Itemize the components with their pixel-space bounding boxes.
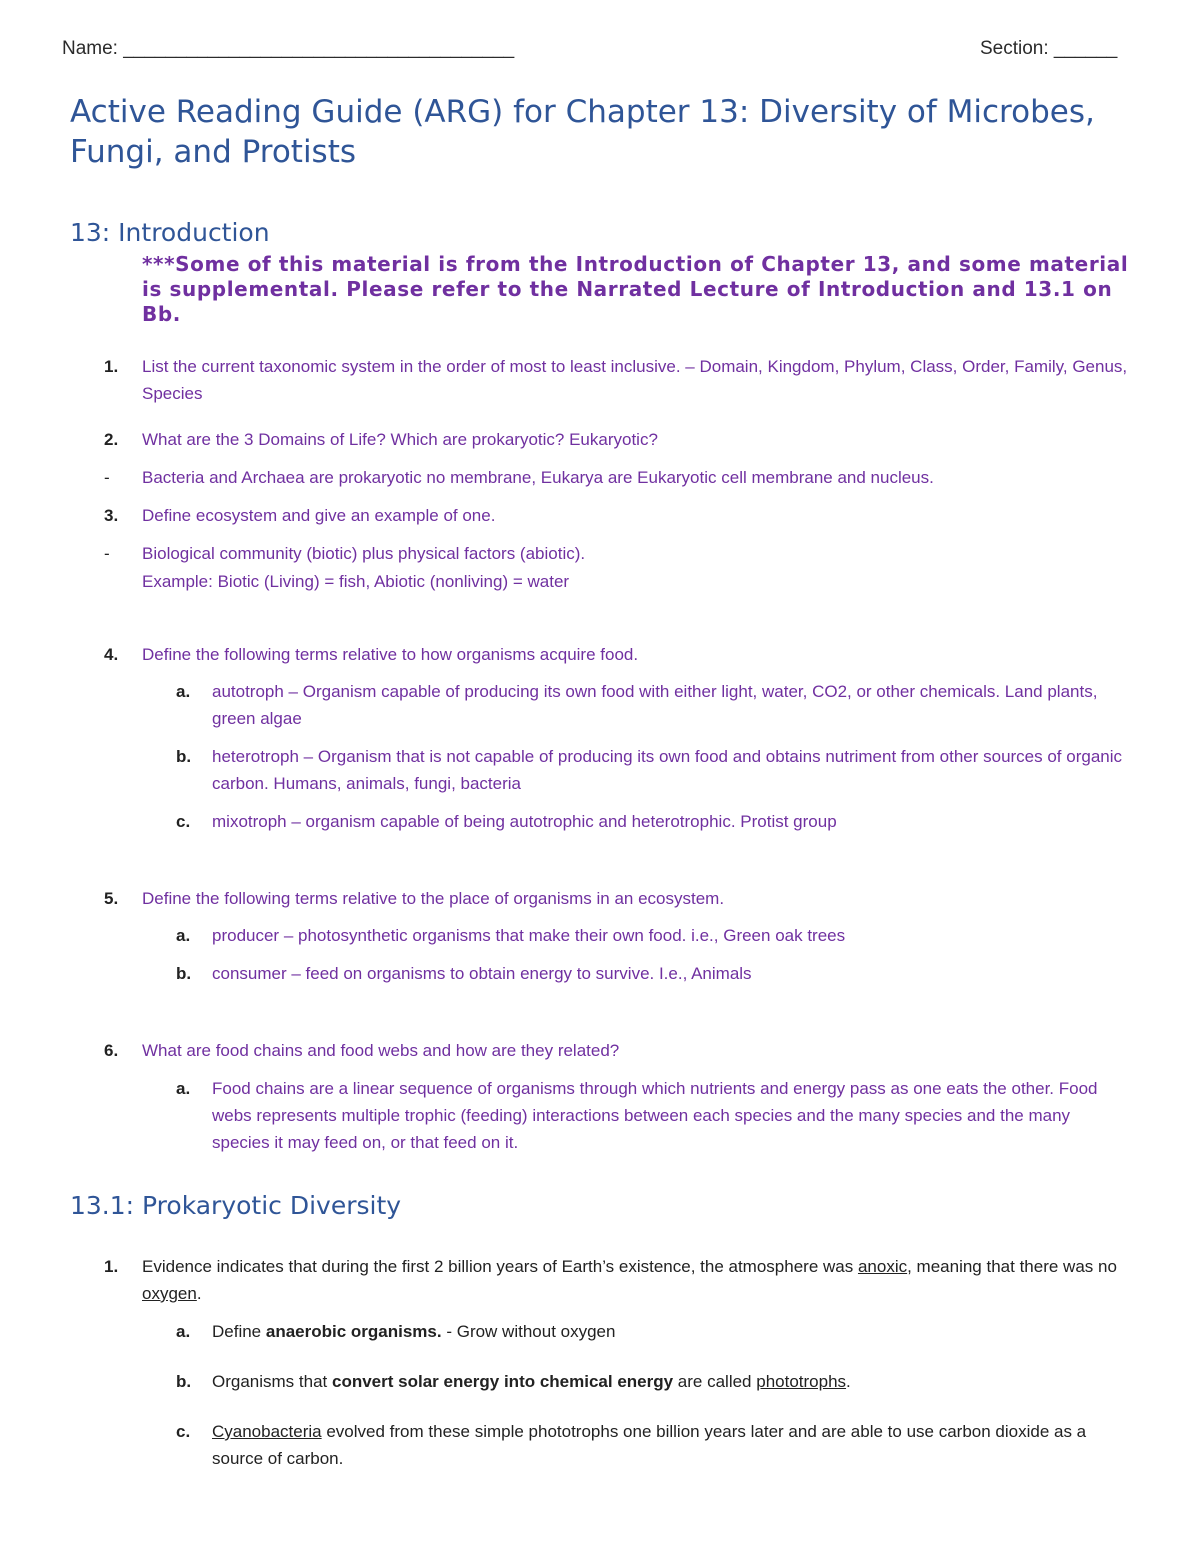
bold-term: convert solar energy into chemical energy: [332, 1372, 674, 1391]
answer-text-line-1: Biological community (biotic) plus physical factors (abiotic).: [142, 544, 586, 563]
sub-text: [212, 1318, 1132, 1345]
sub-letter: b.: [176, 1372, 192, 1391]
intro-note: ***Some of this material is from the Introduction of Chapter 13, and some material is supplemental. Please refer to the Narrated Lecture of Introduction and 13.1 on Bb.: [142, 252, 1129, 326]
answer-blank-anoxic: anoxic: [857, 1257, 908, 1276]
text-run: .: [196, 1284, 202, 1303]
text-run: Organisms that: [212, 1372, 332, 1391]
sub-letter: a.: [176, 1322, 191, 1341]
name-field-label: Name: _____________________________________: [62, 38, 515, 59]
text-run: are called: [673, 1372, 757, 1391]
sub-letter: a.: [176, 1079, 191, 1098]
question-text: [142, 1253, 1132, 1307]
text-run: Define: [212, 1322, 266, 1341]
text-run: evolved from these simple phototrophs one billion years later and are able to use carbon dioxide as a source of carbon.: [212, 1422, 1087, 1468]
question-number: 6.: [104, 1041, 119, 1060]
answer-blank-oxygen: oxygen: [142, 1284, 197, 1303]
question-number: 2.: [104, 430, 119, 449]
question-text: Define the following terms relative to the place of organisms in an ecosystem.: [142, 889, 725, 908]
sub-text: [212, 1368, 1132, 1395]
question-text: Define ecosystem and give an example of one.: [142, 506, 496, 525]
sub-text: autotroph – Organism capable of producing its own food with either light, water, CO2, or other chemicals. Land plants, green algae: [212, 682, 1098, 728]
section-field-label: Section: ______: [980, 38, 1118, 59]
sub-letter: b.: [176, 747, 192, 766]
answer-text: Bacteria and Archaea are prokaryotic no membrane, Eukarya are Eukaryotic cell membrane and nucleus.: [142, 468, 934, 487]
question-text: Define the following terms relative to how organisms acquire food.: [142, 645, 639, 664]
sub-text: mixotroph – organism capable of being autotrophic and heterotrophic. Protist group: [212, 812, 837, 831]
sub-letter: a.: [176, 682, 191, 701]
answer-text-line-2: Example: Biotic (Living) = fish, Abiotic (nonliving) = water: [142, 572, 570, 591]
sub-text: producer – photosynthetic organisms that make their own food. i.e., Green oak trees: [212, 926, 846, 945]
answer-dash: -: [104, 544, 110, 563]
question-number: 1.: [104, 357, 119, 376]
page-title: Active Reading Guide (ARG) for Chapter 13: Diversity of Microbes, Fungi, and Protists: [70, 94, 1095, 170]
bold-term: anaerobic organisms.: [265, 1322, 442, 1341]
sub-text: consumer – feed on organisms to obtain energy to survive. I.e., Animals: [212, 964, 752, 983]
text-run: - Grow without oxygen: [441, 1322, 616, 1341]
section-13-1-heading: 13.1: Prokaryotic Diversity: [70, 1191, 402, 1220]
sub-text: [212, 1418, 1132, 1472]
intro-heading: 13: Introduction: [70, 218, 270, 247]
question-number: 1.: [104, 1257, 119, 1276]
sub-letter: b.: [176, 964, 192, 983]
sub-text: Food chains are a linear sequence of organisms through which nutrients and energy pass as one eats the other. Food webs represents multiple trophic (feeding) interactions between each species and the many species and the many species it may feed on, or that feed on it.: [212, 1079, 1098, 1152]
text-run: Evidence indicates that during the first 2 billion years of Earth’s existence, the atmosphere was: [142, 1257, 858, 1276]
question-number: 4.: [104, 645, 119, 664]
text-run: , meaning that there was no: [907, 1257, 1117, 1276]
question-number: 3.: [104, 506, 119, 525]
answer-blank-cyanobacteria: Cyanobacteria: [212, 1422, 322, 1441]
sub-letter: c.: [176, 812, 191, 831]
question-text: What are food chains and food webs and how are they related?: [142, 1041, 620, 1060]
question-text: What are the 3 Domains of Life? Which are prokaryotic? Eukaryotic?: [142, 430, 658, 449]
sub-text: heterotroph – Organism that is not capable of producing its own food and obtains nutriment from other sources of organic carbon. Humans, animals, fungi, bacteria: [212, 747, 1123, 793]
sub-letter: a.: [176, 926, 191, 945]
question-text: List the current taxonomic system in the order of most to least inclusive. – Domain, Kingdom, Phylum, Class, Order, Family, Genus, Species: [142, 357, 1128, 403]
answer-blank-phototrophs: phototrophs: [756, 1372, 847, 1391]
text-run: .: [846, 1372, 851, 1391]
answer-dash: -: [104, 468, 110, 487]
sub-letter: c.: [176, 1422, 191, 1441]
question-number: 5.: [104, 889, 119, 908]
